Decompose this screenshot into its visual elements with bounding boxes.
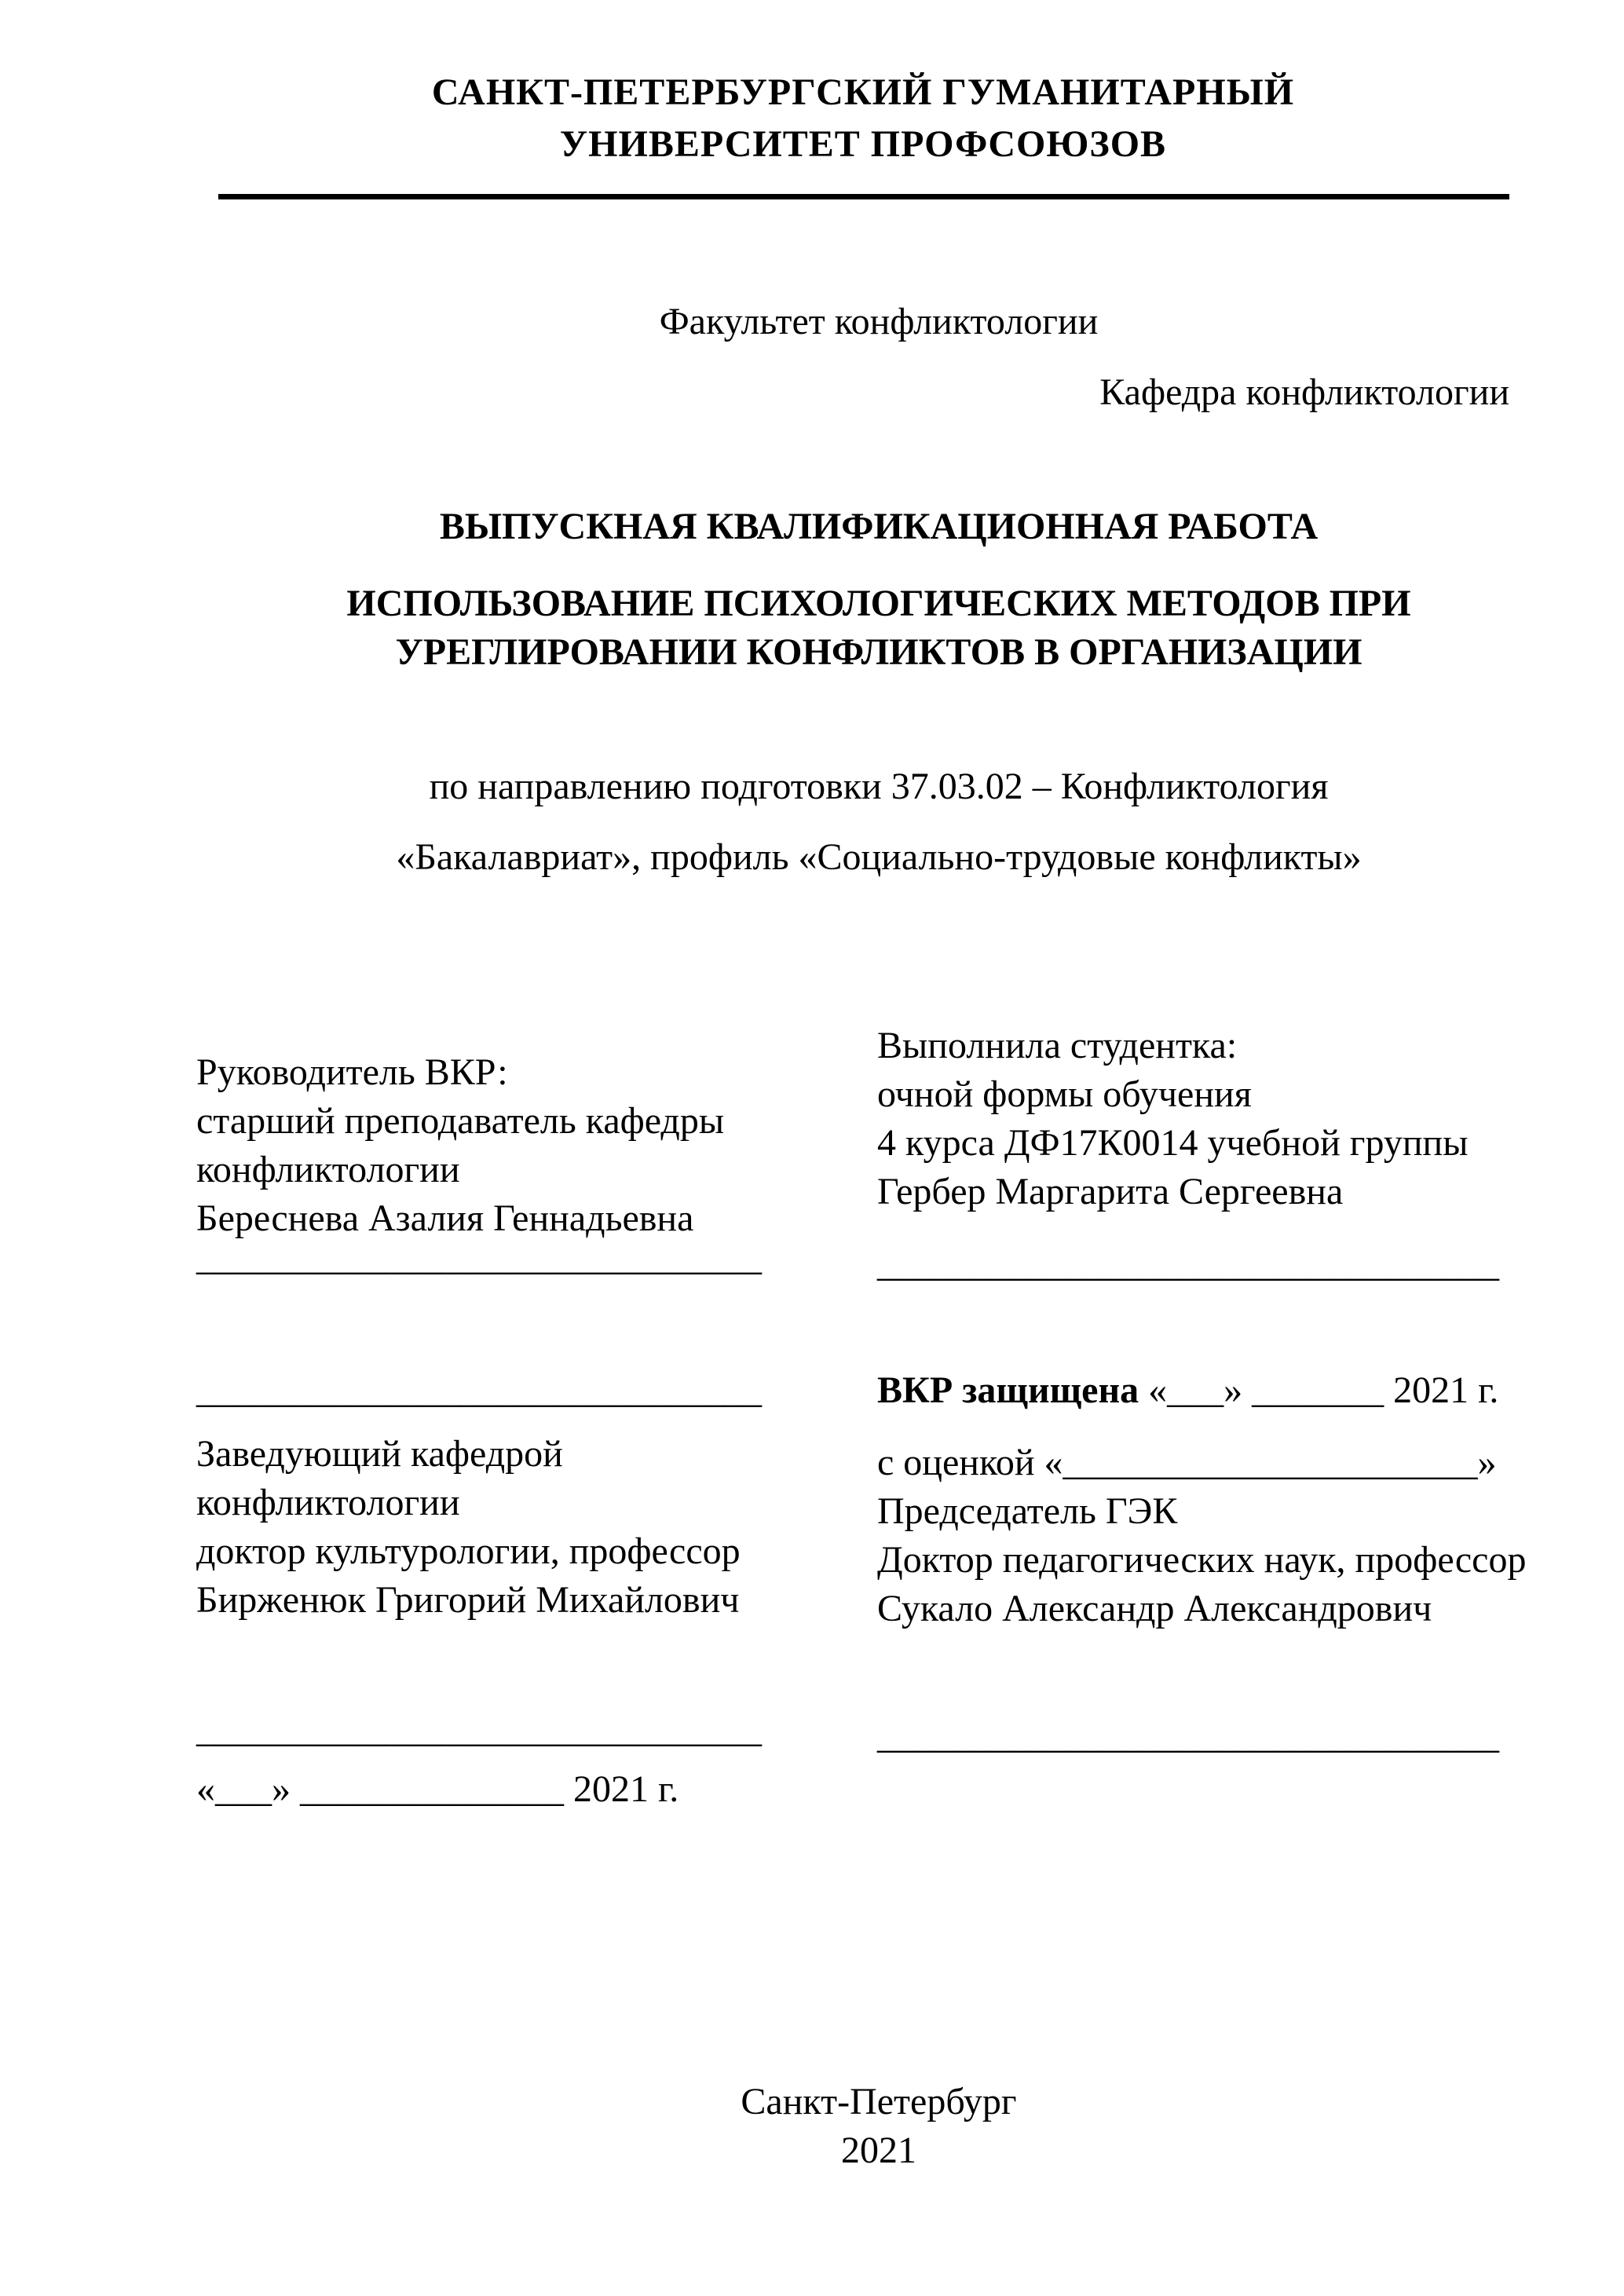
chair-position: Доктор педагогических наук, профессор: [877, 1539, 1527, 1581]
student-name: Гербер Маргарита Сергеевна: [877, 1171, 1344, 1212]
supervisor-name: Береснева Азалия Геннадьевна: [196, 1197, 694, 1239]
supervisor-signature-line: ______________________________: [196, 1237, 762, 1278]
profile-line: «Бакалавриат», профиль «Социально-трудовые конфликты»: [396, 836, 1362, 878]
grade-line: с оценкой «______________________»: [877, 1442, 1497, 1483]
university-header: [0, 67, 1624, 170]
department-line: Кафедра конфликтологии: [1099, 371, 1509, 413]
student-label: Выполнила студентка:: [877, 1025, 1238, 1066]
student-info-line1: очной формы обучения: [877, 1073, 1252, 1115]
spacer: [877, 1216, 1600, 1240]
head-label-line1: Заведующий кафедрой: [196, 1433, 563, 1475]
left-column: [196, 1048, 887, 1814]
chair-name: Сукало Александр Александрович: [877, 1588, 1432, 1629]
footer: [0, 2078, 1624, 2175]
thesis-title-line1: ИСПОЛЬЗОВАНИЕ ПСИХОЛОГИЧЕСКИХ МЕТОДОВ ПРИ: [346, 583, 1411, 624]
student-info-line2: 4 курса ДФ17К0014 учебной группы: [877, 1122, 1469, 1164]
head-signature-line-top: ______________________________: [196, 1369, 762, 1411]
spacer: [877, 1415, 1600, 1439]
chair-title: Председатель ГЭК: [877, 1490, 1178, 1532]
spacer: [877, 1633, 1600, 1712]
work-type-heading: ВЫПУСКНАЯ КВАЛИФИКАЦИОННАЯ РАБОТА: [439, 506, 1319, 547]
supervisor-position-line2: конфликтологии: [196, 1149, 460, 1190]
faculty-line: Факультет конфликтологии: [659, 301, 1099, 342]
spacer: [196, 1625, 887, 1706]
spacer: [196, 1415, 887, 1430]
student-signature-line: _________________________________: [877, 1243, 1499, 1285]
supervisor-label: Руководитель ВКР:: [196, 1051, 508, 1093]
footer-year: 2021: [841, 2130, 916, 2171]
thesis-title: [0, 579, 1624, 677]
header-divider: [218, 194, 1509, 199]
head-position: доктор культурологии, профессор: [196, 1530, 741, 1572]
head-name: Бирженюк Григорий Михайлович: [196, 1579, 740, 1621]
defense-signature-line: _________________________________: [877, 1715, 1499, 1757]
university-name-line2: УНИВЕРСИТЕТ ПРОФСОЮЗОВ: [559, 123, 1167, 165]
head-label-line2: конфликтологии: [196, 1482, 460, 1523]
head-date-line: «___» ______________ 2021 г.: [196, 1768, 679, 1810]
defended-line: [877, 1366, 1600, 1415]
footer-city: Санкт-Петербург: [741, 2081, 1017, 2122]
direction-line: по направлению подготовки 37.03.02 – Конфликтология: [429, 766, 1329, 807]
defended-date-blanks: «___» _______ 2021 г.: [1139, 1369, 1499, 1411]
thesis-title-line2: УРЕГЛИРОВАНИИ КОНФЛИКТОВ В ОРГАНИЗАЦИИ: [395, 631, 1362, 673]
defended-label: ВКР защищена: [877, 1369, 1139, 1411]
spacer: [877, 1289, 1600, 1366]
spacer: [196, 1754, 887, 1765]
head-signature-line-bottom: ______________________________: [196, 1709, 762, 1750]
spacer: [196, 1282, 887, 1366]
right-column: [877, 1022, 1600, 1760]
supervisor-position-line1: старший преподаватель кафедры: [196, 1100, 725, 1142]
university-name-line1: САНКТ-ПЕТЕРБУРГСКИЙ ГУМАНИТАРНЫЙ: [431, 71, 1295, 113]
